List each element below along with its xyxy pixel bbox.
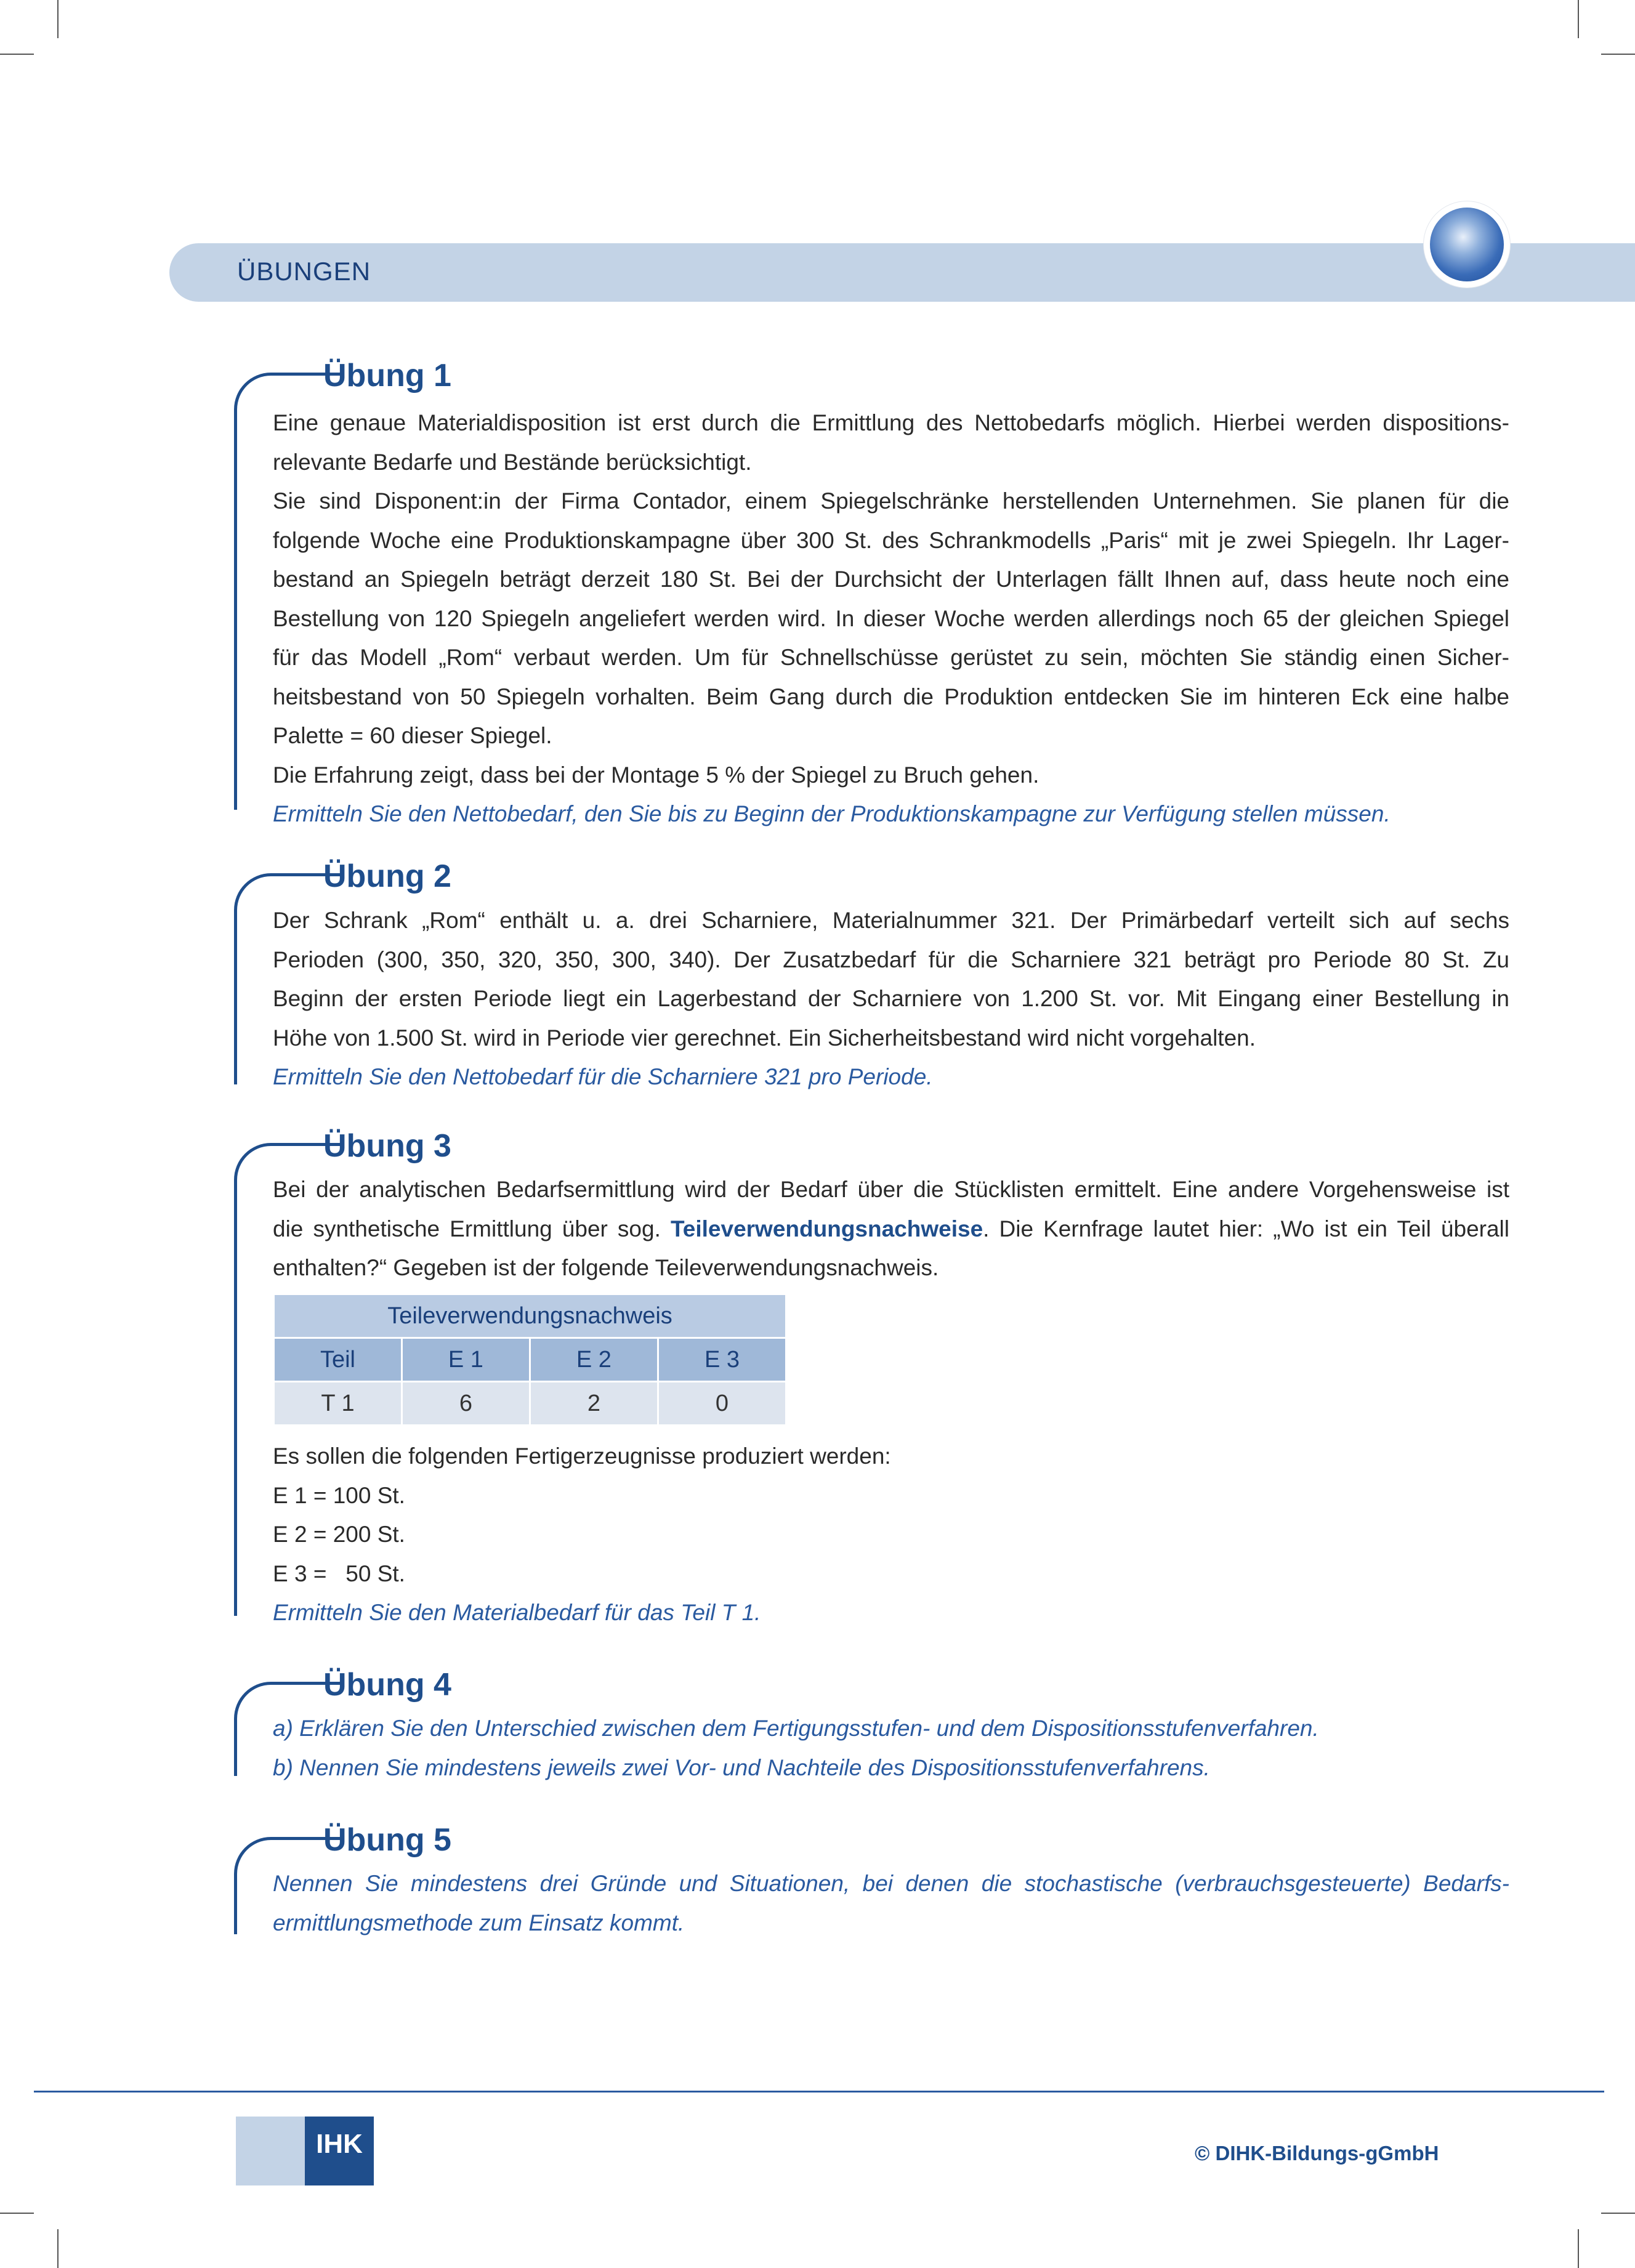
text-line: E 3 = 50 St. (273, 1560, 405, 1586)
exercise-2-body (273, 901, 1509, 1097)
teileverwendungsnachweis-table (273, 1293, 787, 1426)
exercise-task: Nennen Sie mindestens drei Gründe und Situationen, bei denen die stochastische (verbrauchsgesteuerte) Bedarfs- (273, 1871, 1509, 1896)
table-row (274, 1382, 786, 1426)
table-cell: 0 (658, 1382, 786, 1426)
table-header-cell: Teil (274, 1338, 402, 1382)
crop-mark (1601, 2213, 1635, 2214)
text-line: enthalten?“ Gegeben ist der folgende Teileverwendungsnachweis. (273, 1255, 939, 1280)
text-line: Es sollen die folgenden Fertigerzeugnisse produziert werden: (273, 1443, 891, 1469)
text-line: Eine genaue Materialdisposition ist erst durch die Ermittlung des Nettobedarfs möglich. Hierbei werden dispositions- (273, 410, 1509, 435)
sphere-icon (1424, 201, 1510, 288)
exercise-title: Übung 2 (323, 858, 451, 894)
ihk-logo (305, 2117, 374, 2185)
exercise-title: Übung 1 (323, 358, 451, 393)
text-line: Sie sind Disponent:in der Firma Contador, einem Spiegelschränke herstellenden Unternehmen. Sie planen für die (273, 488, 1509, 514)
table-caption: Teileverwendungsnachweis (274, 1294, 786, 1338)
text-line: Beginn der ersten Periode liegt ein Lagerbestand der Scharniere von 1.200 St. vor. Mit Eingang einer Bestellung in (273, 986, 1509, 1011)
exercise-3-after (273, 1437, 1509, 1632)
text-line: Höhe von 1.500 St. wird in Periode vier gerechnet. Ein Sicherheitsbestand wird nicht vorgehalten. (273, 1025, 1256, 1051)
exercise-3-body (273, 1170, 1509, 1288)
text-line: Die Erfahrung zeigt, dass bei der Montage 5 % der Spiegel zu Bruch gehen. (273, 762, 1040, 788)
text-segment: . Die Kernfrage lautet hier: „Wo ist ein Teil überall (983, 1216, 1509, 1241)
text-line: Bei der analytischen Bedarfsermittlung wird der Bedarf über die Stücklisten ermittelt. Eine andere Vorgehensweise ist (273, 1177, 1509, 1202)
table-cell: 2 (530, 1382, 658, 1426)
text-line: Perioden (300, 350, 320, 350, 300, 340). Der Zusatzbedarf für die Scharniere 321 beträgt pro Periode 80 St. Zu (273, 946, 1509, 972)
section-banner (169, 243, 1635, 302)
text-line: Bestellung von 120 Spiegeln angeliefert werden wird. In dieser Woche werden allerdings noch 65 der gleichen Spiegel (273, 605, 1509, 631)
crop-mark (1578, 2229, 1579, 2268)
text-line: für das Modell „Rom“ verbaut werden. Um für Schnellschüsse gerüstet zu sein, möchten Sie ständig einen Sicher- (273, 645, 1509, 670)
table-cell: T 1 (274, 1382, 402, 1426)
crop-mark (0, 2213, 34, 2214)
exercise-task: b) Nennen Sie mindestens jeweils zwei Vor- und Nachteile des Dispositionsstufenverfahrens. (273, 1754, 1210, 1780)
text-line: relevante Bedarfe und Bestände berücksichtigt. (273, 449, 752, 475)
logo-accent (236, 2117, 305, 2185)
text-line: folgende Woche eine Produktionskampagne über 300 St. des Schrankmodells „Paris“ mit je zwei Spiegeln. Ihr Lager- (273, 527, 1509, 553)
text-segment: die synthetische Ermittlung über sog. (273, 1216, 671, 1241)
exercise-task: Ermitteln Sie den Nettobedarf für die Scharniere 321 pro Periode. (273, 1064, 933, 1089)
exercise-task: ermittlungsmethode zum Einsatz kommt. (273, 1910, 685, 1935)
text-line: E 2 = 200 St. (273, 1522, 405, 1547)
logo-text: IHK (316, 2129, 363, 2159)
crop-mark (57, 0, 59, 38)
exercise-title: Übung 4 (323, 1667, 451, 1703)
exercise-title: Übung 3 (323, 1128, 451, 1164)
crop-mark (57, 2229, 59, 2268)
text-line: E 1 = 100 St. (273, 1482, 405, 1508)
footer-divider (34, 2091, 1604, 2092)
exercise-5-body (273, 1864, 1509, 1942)
text-line (273, 1209, 1509, 1249)
exercise-task: a) Erklären Sie den Unterschied zwischen dem Fertigungsstufen- und dem Dispositionsstufenverfahren. (273, 1716, 1319, 1741)
exercise-1-body (273, 403, 1509, 834)
table-cell: 6 (402, 1382, 530, 1426)
text-line: Palette = 60 dieser Spiegel. (273, 723, 552, 748)
text-line: heitsbestand von 50 Spiegeln vorhalten. Beim Gang durch die Produktion entdecken Sie im hinteren Eck eine halbe (273, 684, 1509, 709)
text-line: Der Schrank „Rom“ enthält u. a. drei Scharniere, Materialnummer 321. Der Primärbedarf verteilt sich auf sechs (273, 908, 1509, 933)
table-header-cell: E 3 (658, 1338, 786, 1382)
crop-mark (1578, 0, 1579, 38)
exercise-4-body (273, 1709, 1509, 1787)
table-header-cell: E 1 (402, 1338, 530, 1382)
exercise-task: Ermitteln Sie den Nettobedarf, den Sie bis zu Beginn der Produktionskampagne zur Verfügung stellen müssen. (273, 801, 1391, 826)
crop-mark (0, 54, 34, 55)
crop-mark (1601, 54, 1635, 55)
copyright: © DIHK-Bildungs-gGmbH (1195, 2142, 1439, 2165)
section-title: ÜBUNGEN (237, 257, 371, 286)
exercise-title: Übung 5 (323, 1822, 451, 1858)
exercise-task: Ermitteln Sie den Materialbedarf für das Teil T 1. (273, 1600, 761, 1625)
text-line: bestand an Spiegeln beträgt derzeit 180 St. Bei der Durchsicht der Unterlagen fällt Ihnen auf, dass heute noch eine (273, 567, 1509, 592)
table-header-cell: E 2 (530, 1338, 658, 1382)
keyword-teileverwendungsnachweise: Teileverwendungsnachweise (670, 1216, 983, 1241)
